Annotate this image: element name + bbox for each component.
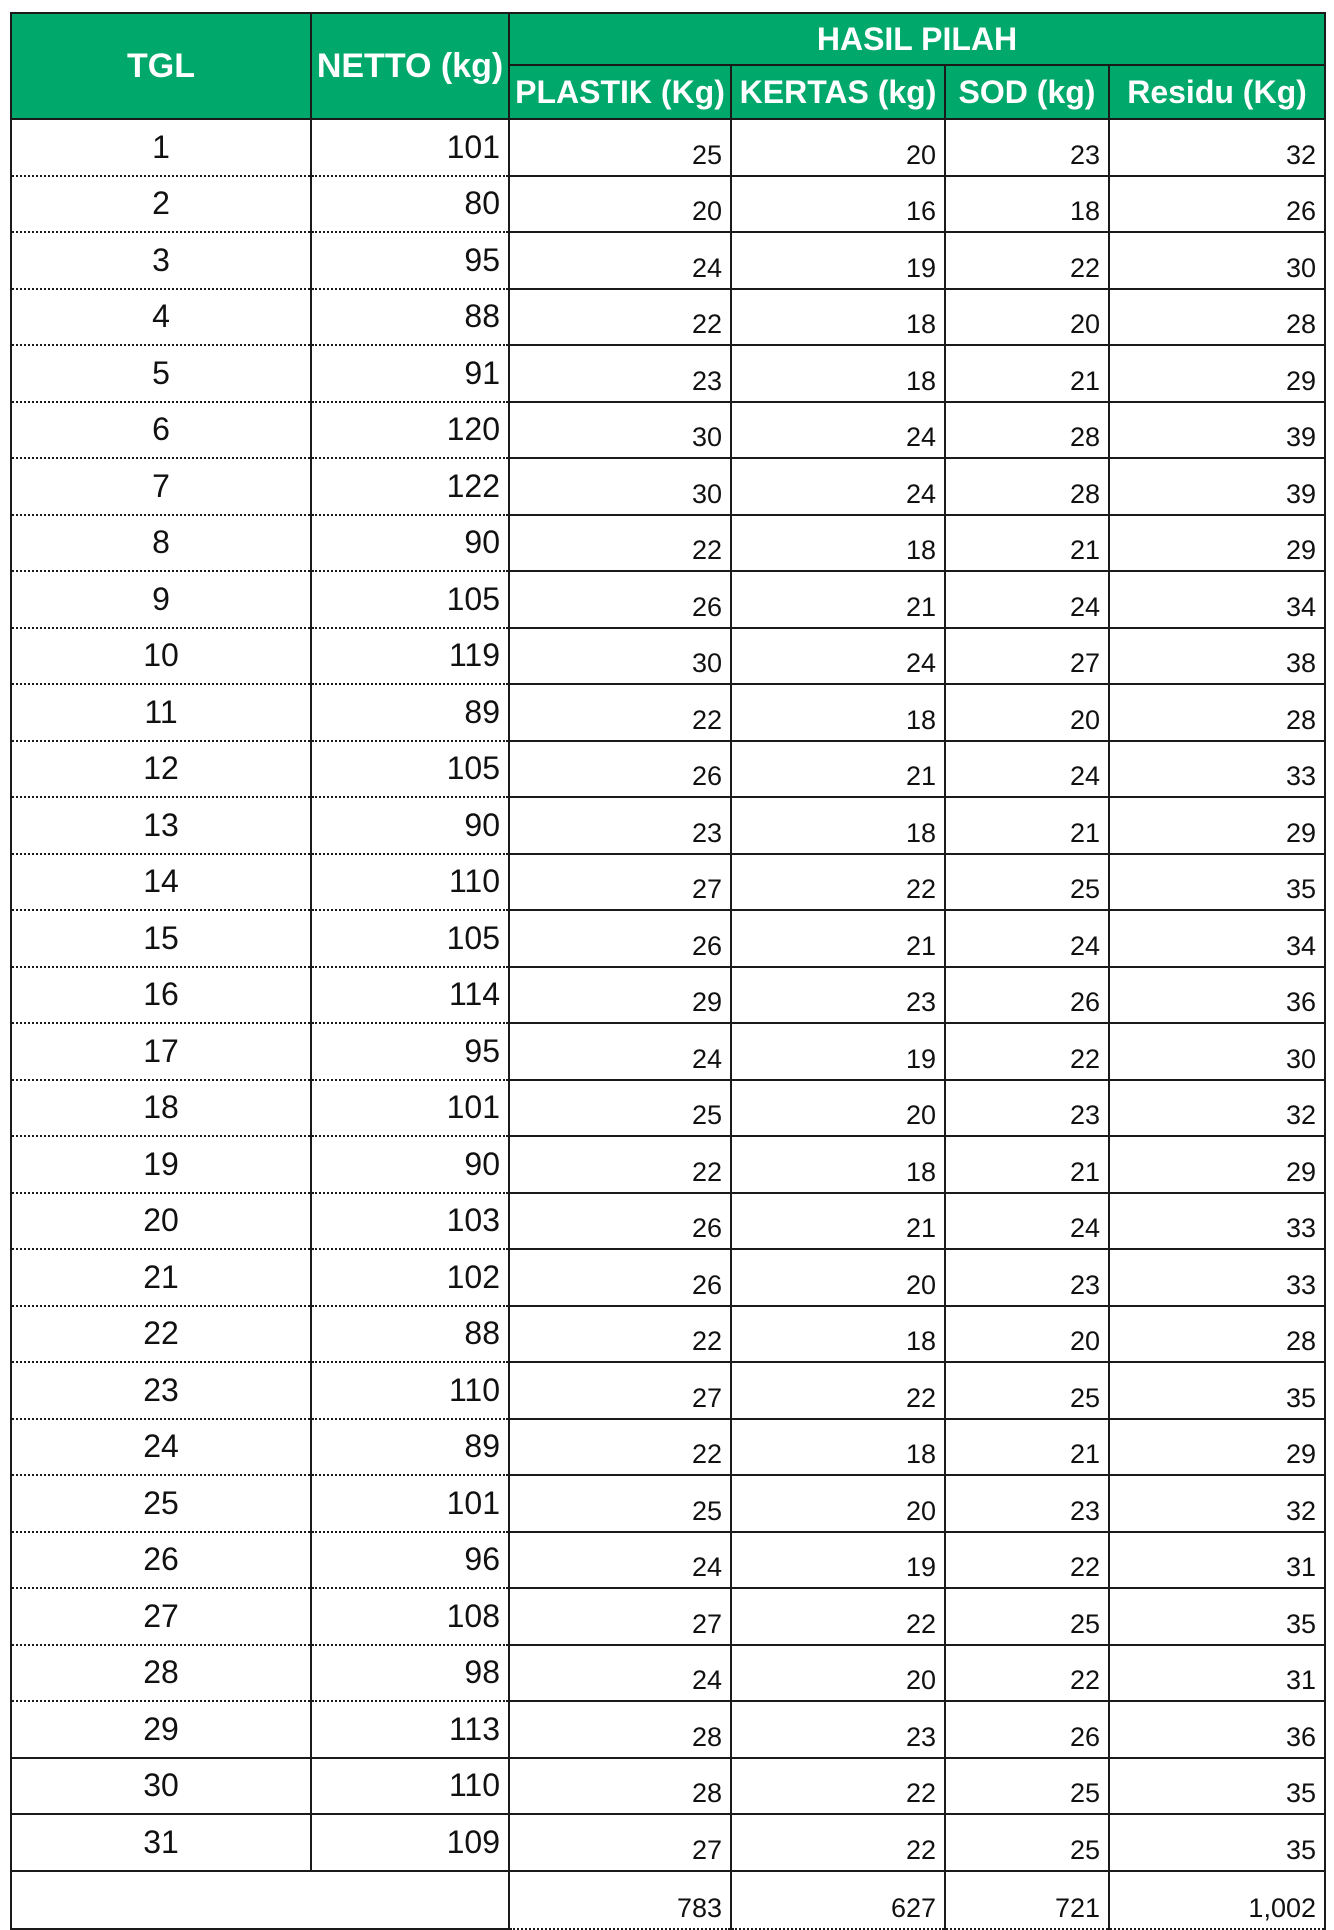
cell-sod: 23 — [945, 119, 1109, 176]
total-kertas: 627 — [731, 1871, 945, 1929]
total-sod: 721 — [945, 1871, 1109, 1929]
cell-sod: 21 — [945, 345, 1109, 402]
table-row — [11, 684, 1325, 741]
cell-residu: 39 — [1109, 458, 1325, 515]
cell-kertas: 21 — [731, 1193, 945, 1250]
cell-plastik: 22 — [509, 684, 731, 741]
cell-tgl: 2 — [11, 176, 311, 233]
cell-tgl: 23 — [11, 1362, 311, 1419]
cell-tgl: 22 — [11, 1306, 311, 1363]
cell-kertas: 22 — [731, 1758, 945, 1815]
cell-netto: 114 — [311, 967, 509, 1024]
cell-residu: 29 — [1109, 1136, 1325, 1193]
table-row — [11, 119, 1325, 176]
cell-plastik: 26 — [509, 571, 731, 628]
cell-sod: 22 — [945, 1645, 1109, 1702]
cell-sod: 21 — [945, 515, 1109, 572]
cell-plastik: 27 — [509, 1814, 731, 1871]
cell-sod: 21 — [945, 797, 1109, 854]
cell-plastik: 25 — [509, 1080, 731, 1137]
cell-tgl: 14 — [11, 854, 311, 911]
cell-netto: 113 — [311, 1701, 509, 1758]
cell-residu: 34 — [1109, 910, 1325, 967]
table-row — [11, 1645, 1325, 1702]
cell-tgl: 30 — [11, 1758, 311, 1815]
table-row — [11, 571, 1325, 628]
table-row — [11, 289, 1325, 346]
cell-tgl: 27 — [11, 1588, 311, 1645]
cell-kertas: 20 — [731, 1080, 945, 1137]
cell-residu: 36 — [1109, 1701, 1325, 1758]
cell-tgl: 9 — [11, 571, 311, 628]
table-row — [11, 176, 1325, 233]
cell-residu: 29 — [1109, 515, 1325, 572]
table-row — [11, 402, 1325, 459]
cell-tgl: 24 — [11, 1419, 311, 1476]
cell-tgl: 25 — [11, 1475, 311, 1532]
cell-netto: 110 — [311, 854, 509, 911]
cell-sod: 20 — [945, 1306, 1109, 1363]
waste-sorting-table — [10, 12, 1326, 1930]
table-row — [11, 232, 1325, 289]
cell-kertas: 19 — [731, 232, 945, 289]
cell-netto: 105 — [311, 571, 509, 628]
cell-tgl: 20 — [11, 1193, 311, 1250]
cell-residu: 35 — [1109, 1814, 1325, 1871]
cell-tgl: 15 — [11, 910, 311, 967]
table-row — [11, 1588, 1325, 1645]
header-sod: SOD (kg) — [945, 65, 1109, 119]
cell-tgl: 11 — [11, 684, 311, 741]
cell-tgl: 13 — [11, 797, 311, 854]
cell-tgl: 12 — [11, 741, 311, 798]
cell-netto: 89 — [311, 1419, 509, 1476]
cell-plastik: 30 — [509, 458, 731, 515]
cell-netto: 103 — [311, 1193, 509, 1250]
cell-residu: 29 — [1109, 797, 1325, 854]
cell-tgl: 5 — [11, 345, 311, 402]
cell-kertas: 18 — [731, 1419, 945, 1476]
cell-kertas: 18 — [731, 515, 945, 572]
cell-plastik: 24 — [509, 1532, 731, 1589]
table-row — [11, 1023, 1325, 1080]
cell-netto: 89 — [311, 684, 509, 741]
header-tgl: TGL — [11, 13, 311, 119]
table-row — [11, 515, 1325, 572]
cell-kertas: 21 — [731, 741, 945, 798]
cell-tgl: 28 — [11, 1645, 311, 1702]
cell-tgl: 7 — [11, 458, 311, 515]
cell-netto: 101 — [311, 119, 509, 176]
cell-netto: 108 — [311, 1588, 509, 1645]
cell-plastik: 28 — [509, 1758, 731, 1815]
cell-kertas: 18 — [731, 1136, 945, 1193]
cell-sod: 21 — [945, 1136, 1109, 1193]
cell-plastik: 30 — [509, 402, 731, 459]
cell-netto: 90 — [311, 797, 509, 854]
cell-kertas: 24 — [731, 628, 945, 685]
table-row — [11, 1419, 1325, 1476]
cell-tgl: 18 — [11, 1080, 311, 1137]
cell-residu: 33 — [1109, 741, 1325, 798]
header-plastik: PLASTIK (Kg) — [509, 65, 731, 119]
table-row — [11, 1249, 1325, 1306]
cell-kertas: 20 — [731, 1249, 945, 1306]
cell-plastik: 29 — [509, 967, 731, 1024]
cell-plastik: 27 — [509, 1362, 731, 1419]
table-body — [11, 119, 1325, 1871]
cell-residu: 33 — [1109, 1193, 1325, 1250]
table-row — [11, 741, 1325, 798]
cell-sod: 20 — [945, 289, 1109, 346]
cell-netto: 101 — [311, 1080, 509, 1137]
table-row — [11, 1814, 1325, 1871]
cell-netto: 109 — [311, 1814, 509, 1871]
cell-kertas: 22 — [731, 1814, 945, 1871]
table-row — [11, 1136, 1325, 1193]
cell-plastik: 26 — [509, 741, 731, 798]
cell-sod: 24 — [945, 910, 1109, 967]
cell-residu: 34 — [1109, 571, 1325, 628]
cell-netto: 80 — [311, 176, 509, 233]
cell-residu: 29 — [1109, 345, 1325, 402]
total-residu: 1,002 — [1109, 1871, 1325, 1929]
cell-residu: 35 — [1109, 1588, 1325, 1645]
table-row — [11, 1758, 1325, 1815]
cell-kertas: 18 — [731, 345, 945, 402]
cell-residu: 32 — [1109, 1475, 1325, 1532]
cell-kertas: 21 — [731, 571, 945, 628]
cell-plastik: 28 — [509, 1701, 731, 1758]
table-row — [11, 1306, 1325, 1363]
table-row — [11, 1193, 1325, 1250]
cell-netto: 102 — [311, 1249, 509, 1306]
cell-tgl: 29 — [11, 1701, 311, 1758]
cell-kertas: 24 — [731, 458, 945, 515]
cell-sod: 25 — [945, 1362, 1109, 1419]
cell-kertas: 18 — [731, 1306, 945, 1363]
cell-sod: 22 — [945, 1023, 1109, 1080]
cell-tgl: 17 — [11, 1023, 311, 1080]
cell-sod: 25 — [945, 1588, 1109, 1645]
cell-plastik: 24 — [509, 1645, 731, 1702]
cell-tgl: 26 — [11, 1532, 311, 1589]
cell-kertas: 18 — [731, 289, 945, 346]
cell-sod: 21 — [945, 1419, 1109, 1476]
table-row — [11, 910, 1325, 967]
table-row — [11, 1080, 1325, 1137]
cell-tgl: 16 — [11, 967, 311, 1024]
table-row — [11, 797, 1325, 854]
cell-sod: 20 — [945, 684, 1109, 741]
cell-plastik: 22 — [509, 1136, 731, 1193]
cell-kertas: 23 — [731, 967, 945, 1024]
cell-plastik: 26 — [509, 1249, 731, 1306]
table-row — [11, 458, 1325, 515]
header-residu: Residu (Kg) — [1109, 65, 1325, 119]
cell-residu: 33 — [1109, 1249, 1325, 1306]
cell-sod: 24 — [945, 571, 1109, 628]
cell-sod: 26 — [945, 967, 1109, 1024]
cell-kertas: 20 — [731, 1475, 945, 1532]
cell-sod: 28 — [945, 402, 1109, 459]
cell-sod: 22 — [945, 1532, 1109, 1589]
cell-kertas: 20 — [731, 1645, 945, 1702]
cell-kertas: 24 — [731, 402, 945, 459]
cell-residu: 35 — [1109, 854, 1325, 911]
cell-residu: 28 — [1109, 684, 1325, 741]
cell-netto: 101 — [311, 1475, 509, 1532]
header-kertas: KERTAS (kg) — [731, 65, 945, 119]
total-plastik: 783 — [509, 1871, 731, 1929]
cell-plastik: 22 — [509, 515, 731, 572]
cell-kertas: 22 — [731, 1362, 945, 1419]
cell-sod: 24 — [945, 1193, 1109, 1250]
cell-netto: 110 — [311, 1362, 509, 1419]
cell-residu: 39 — [1109, 402, 1325, 459]
cell-residu: 35 — [1109, 1758, 1325, 1815]
cell-tgl: 10 — [11, 628, 311, 685]
cell-sod: 23 — [945, 1249, 1109, 1306]
cell-tgl: 21 — [11, 1249, 311, 1306]
cell-tgl: 1 — [11, 119, 311, 176]
cell-netto: 110 — [311, 1758, 509, 1815]
cell-residu: 29 — [1109, 1419, 1325, 1476]
waste-sorting-sheet — [10, 12, 1324, 1930]
cell-sod: 28 — [945, 458, 1109, 515]
cell-kertas: 16 — [731, 176, 945, 233]
cell-netto: 90 — [311, 515, 509, 572]
cell-sod: 18 — [945, 176, 1109, 233]
cell-netto: 105 — [311, 910, 509, 967]
cell-kertas: 18 — [731, 684, 945, 741]
cell-plastik: 22 — [509, 1419, 731, 1476]
cell-netto: 120 — [311, 402, 509, 459]
cell-netto: 91 — [311, 345, 509, 402]
cell-plastik: 23 — [509, 797, 731, 854]
cell-plastik: 26 — [509, 910, 731, 967]
cell-plastik: 20 — [509, 176, 731, 233]
cell-plastik: 26 — [509, 1193, 731, 1250]
cell-netto: 95 — [311, 1023, 509, 1080]
cell-tgl: 4 — [11, 289, 311, 346]
cell-kertas: 19 — [731, 1532, 945, 1589]
cell-residu: 31 — [1109, 1645, 1325, 1702]
cell-sod: 23 — [945, 1080, 1109, 1137]
table-footer — [11, 1871, 1325, 1929]
cell-sod: 22 — [945, 232, 1109, 289]
cell-netto: 119 — [311, 628, 509, 685]
cell-kertas: 20 — [731, 119, 945, 176]
cell-kertas: 21 — [731, 910, 945, 967]
table-row — [11, 1701, 1325, 1758]
table-row — [11, 345, 1325, 402]
cell-sod: 27 — [945, 628, 1109, 685]
cell-residu: 32 — [1109, 119, 1325, 176]
cell-sod: 25 — [945, 854, 1109, 911]
cell-netto: 96 — [311, 1532, 509, 1589]
cell-netto: 95 — [311, 232, 509, 289]
table-header — [11, 13, 1325, 119]
cell-plastik: 25 — [509, 119, 731, 176]
header-hasil-pilah: HASIL PILAH — [509, 13, 1325, 65]
cell-plastik: 24 — [509, 232, 731, 289]
totals-blank-cell — [11, 1871, 509, 1929]
cell-plastik: 22 — [509, 289, 731, 346]
totals-row — [11, 1871, 1325, 1929]
cell-tgl: 8 — [11, 515, 311, 572]
table-row — [11, 967, 1325, 1024]
cell-plastik: 25 — [509, 1475, 731, 1532]
table-row — [11, 1362, 1325, 1419]
table-row — [11, 854, 1325, 911]
cell-residu: 26 — [1109, 176, 1325, 233]
cell-residu: 38 — [1109, 628, 1325, 685]
cell-tgl: 3 — [11, 232, 311, 289]
table-row — [11, 1475, 1325, 1532]
cell-plastik: 27 — [509, 854, 731, 911]
cell-sod: 26 — [945, 1701, 1109, 1758]
table-row — [11, 1532, 1325, 1589]
cell-kertas: 22 — [731, 854, 945, 911]
cell-residu: 32 — [1109, 1080, 1325, 1137]
cell-tgl: 19 — [11, 1136, 311, 1193]
cell-plastik: 30 — [509, 628, 731, 685]
cell-kertas: 18 — [731, 797, 945, 854]
cell-netto: 105 — [311, 741, 509, 798]
cell-kertas: 22 — [731, 1588, 945, 1645]
cell-residu: 30 — [1109, 1023, 1325, 1080]
cell-sod: 25 — [945, 1814, 1109, 1871]
cell-sod: 25 — [945, 1758, 1109, 1815]
cell-residu: 31 — [1109, 1532, 1325, 1589]
cell-sod: 23 — [945, 1475, 1109, 1532]
cell-residu: 28 — [1109, 289, 1325, 346]
header-netto: NETTO (kg) — [311, 13, 509, 119]
cell-residu: 36 — [1109, 967, 1325, 1024]
cell-residu: 28 — [1109, 1306, 1325, 1363]
table-row — [11, 628, 1325, 685]
cell-netto: 90 — [311, 1136, 509, 1193]
cell-tgl: 6 — [11, 402, 311, 459]
cell-residu: 30 — [1109, 232, 1325, 289]
cell-plastik: 24 — [509, 1023, 731, 1080]
cell-plastik: 22 — [509, 1306, 731, 1363]
cell-netto: 88 — [311, 289, 509, 346]
cell-plastik: 27 — [509, 1588, 731, 1645]
cell-netto: 122 — [311, 458, 509, 515]
cell-sod: 24 — [945, 741, 1109, 798]
cell-plastik: 23 — [509, 345, 731, 402]
cell-kertas: 19 — [731, 1023, 945, 1080]
cell-netto: 88 — [311, 1306, 509, 1363]
cell-kertas: 23 — [731, 1701, 945, 1758]
cell-residu: 35 — [1109, 1362, 1325, 1419]
cell-tgl: 31 — [11, 1814, 311, 1871]
cell-netto: 98 — [311, 1645, 509, 1702]
